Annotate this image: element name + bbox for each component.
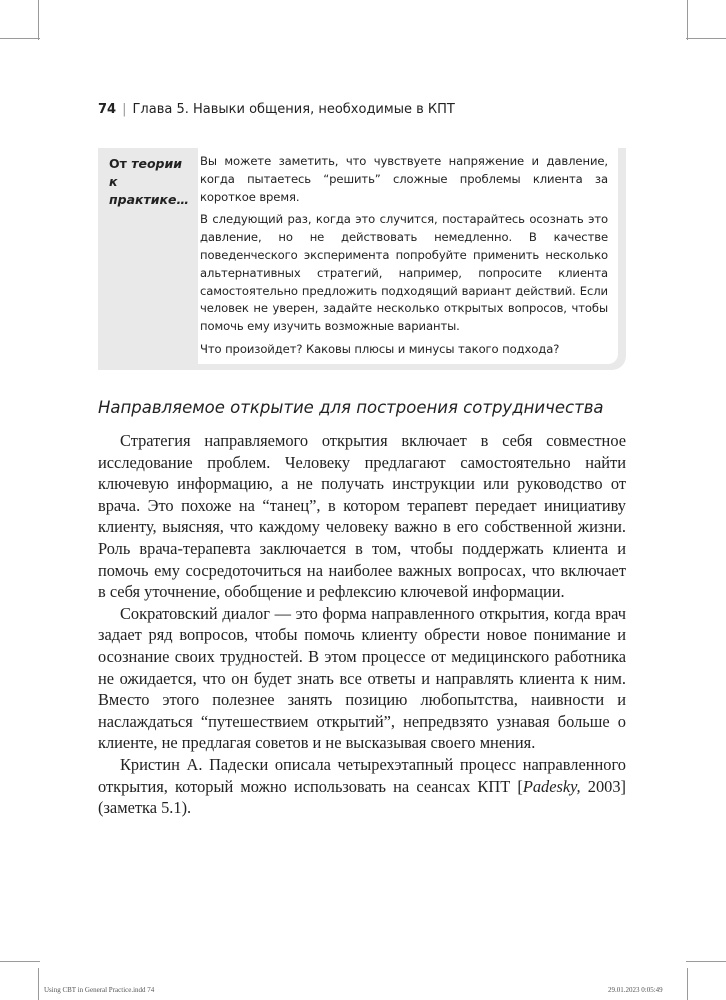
box-label-emphasis-1: теории bbox=[131, 156, 183, 171]
page-number: 74 bbox=[98, 102, 117, 117]
body-paragraph-2: Сократовский диалог — это форма направленного открытия, когда врач задает ряд вопросов, чтобы помочь клиенту обрести новое понимание и осознание своих трудностей. В этом процессе от медицинского работника не ожидается, что он будет знать все ответы и направлять клиента к ним. Вместо этого полезнее занять позицию любопытства, наивности и наслаждаться “путешествием открытий”, непредвзято узнавая больше о клиенте, не предлагая советов и не высказывая своего мнения. bbox=[98, 603, 626, 753]
chapter-title: Глава 5. Навыки общения, необходимые в КПТ bbox=[132, 102, 455, 117]
box-label bbox=[109, 155, 197, 209]
box-content bbox=[198, 148, 618, 364]
slug-file: Using CBT in General Practice.indd 74 bbox=[44, 986, 155, 994]
box-paragraph-3: Что произойдет? Каковы плюсы и минусы такого подхода? bbox=[200, 341, 560, 356]
crop-mark-bottom-left bbox=[38, 968, 39, 1000]
crop-mark-right-top bbox=[686, 38, 726, 39]
crop-mark-top-left bbox=[38, 0, 39, 40]
box-paragraph-2: В следующий раз, когда это случится, постарайтесь осознать это давление, но не действовать немедленно. В качестве поведенческого эксперимента попробуйте применить несколько альтернативных стратегий, например, попросите клиента самостоятельно предложить подходящий вариант действий. Если человек не уверен, задайте несколько открытых вопросов, чтобы помочь ему изучить возможные варианты. bbox=[200, 212, 608, 334]
box-paragraph-1: Вы можете заметить, что чувствуете напряжение и давление, когда пытаетесь “решить” сложные проблемы клиента за короткое время. bbox=[200, 154, 608, 204]
crop-mark-left-bottom bbox=[0, 961, 40, 962]
citation-author: Padesky, bbox=[522, 776, 581, 796]
running-head-separator: | bbox=[122, 102, 127, 117]
body-text bbox=[98, 430, 626, 819]
crop-mark-left-top bbox=[0, 38, 40, 39]
theory-to-practice-box bbox=[98, 148, 626, 370]
running-head bbox=[98, 102, 455, 117]
section-title: Направляемое открытие для построения сотрудничества bbox=[98, 398, 604, 417]
body-paragraph-3-end: 2003] (заметка 5.1). bbox=[98, 776, 627, 818]
body-paragraph-3-start: Кристин А. Падески описала четырехэтапный процесс направленного открытия, который можно использовать на сеансах КПТ [ bbox=[98, 754, 626, 796]
crop-mark-top-right bbox=[687, 0, 688, 40]
box-label-prefix: От bbox=[109, 156, 132, 171]
box-label-emphasis-2: к практике… bbox=[109, 174, 189, 207]
body-paragraph-1: Стратегия направляемого открытия включает в себя совместное исследование проблем. Человеку предлагают самостоятельно найти ключевую информацию, а не получать инструкции или руководство от врача. Это похоже на “танец”, в котором терапевт передает инициативу клиенту, выясняя, что каждому человеку важно в его собственной жизни. Роль врача-терапевта заключается в том, чтобы поддержать клиента и помочь ему сосредоточиться на наиболее важных вопросах, что включает в себя уточнение, обобщение и рефлексию ключевой информации. bbox=[98, 431, 626, 602]
slug-timestamp: 29.01.2023 0:05:49 bbox=[608, 986, 663, 994]
crop-mark-bottom-right bbox=[687, 968, 688, 1000]
crop-mark-right-bottom bbox=[686, 961, 726, 962]
body-paragraph-3 bbox=[98, 754, 626, 819]
